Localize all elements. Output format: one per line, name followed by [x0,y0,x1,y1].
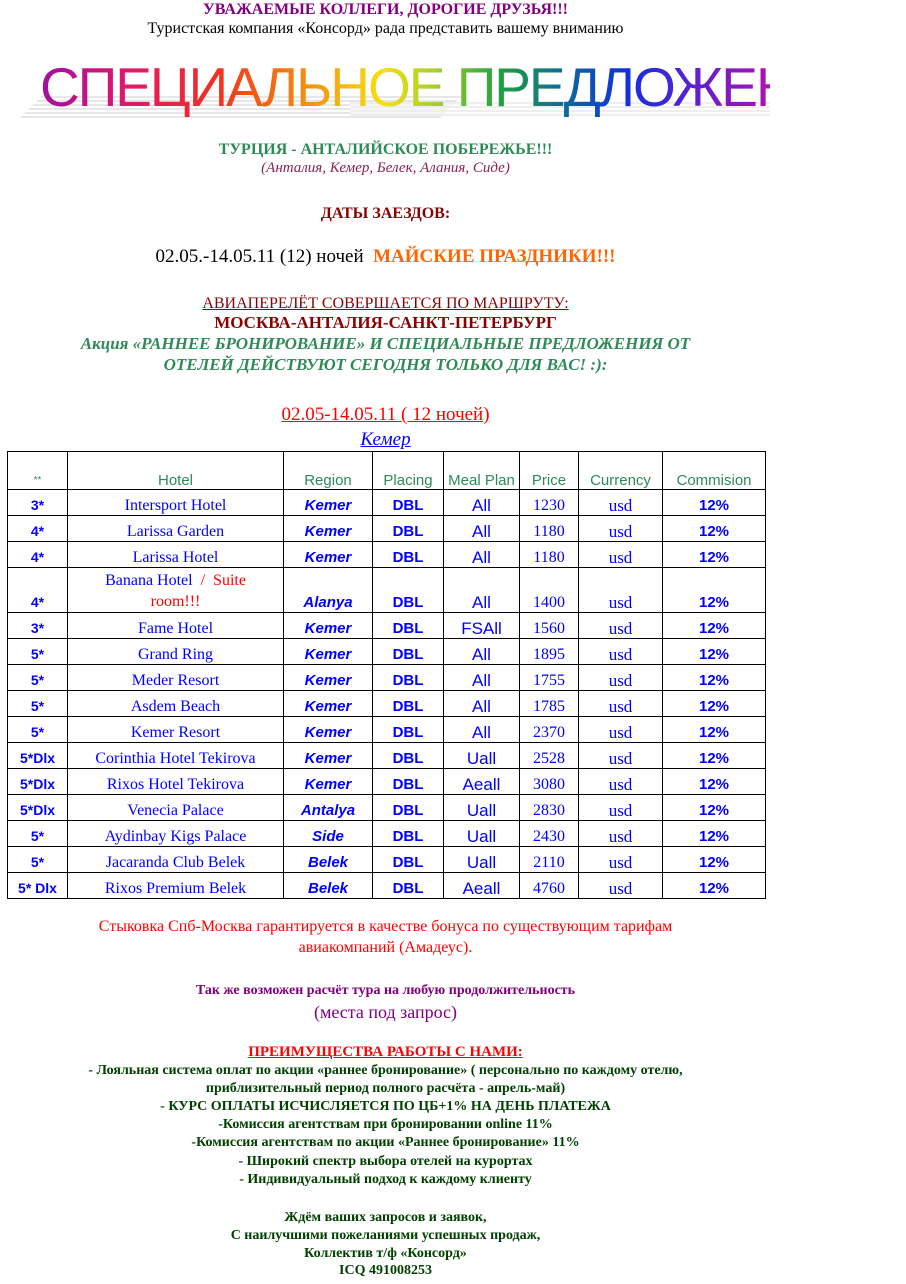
currency-cell: usd [579,717,663,743]
hotel-name-cell: Aydinbay Kigs Palace [68,821,284,847]
hotel-name-cell: Kemer Resort [68,717,284,743]
commission-cell: 12% [663,490,766,516]
hotel-name: Banana Hotel [105,572,193,589]
price-cell: 3080 [520,769,579,795]
table-row [8,639,766,665]
meal-plan-cell: All [444,542,520,568]
region-cell: Belek [284,847,373,873]
commission-cell: 12% [663,568,766,613]
placing-cell: DBL [373,516,444,542]
placing-cell: DBL [373,613,444,639]
price-cell: 2370 [520,717,579,743]
hotel-name-cell: Fame Hotel [68,613,284,639]
category-cell: 5* Dlx [8,873,68,899]
commission-cell: 12% [663,542,766,568]
region-cell: Side [284,821,373,847]
table-row [8,795,766,821]
currency-cell: usd [579,665,663,691]
table-row [8,568,766,613]
meal-plan-cell: Uall [444,847,520,873]
hotel-separator: / [200,572,206,589]
meal-plan-cell: All [444,665,520,691]
signature-line: Коллектив т/ф «Консорд» [304,1246,467,1261]
table-row [8,769,766,795]
commission-cell: 12% [663,873,766,899]
calc-note: Так же возможен расчёт тура на любую продолжительность [195,983,576,998]
meal-plan-cell: Aeall [444,873,520,899]
region-cell: Belek [284,873,373,899]
meal-plan-cell: All [444,639,520,665]
table-row [8,847,766,873]
region-link-kemer[interactable]: Кемер [360,429,411,450]
placing-cell: DBL [373,795,444,821]
connection-note-line-1: Стыковка Спб-Москва гарантируется в качестве бонуса по существующим тарифам [98,918,673,935]
placing-cell: DBL [373,873,444,899]
resorts-list: (Анталия, Кемер, Белек, Алания, Сиде) [261,160,510,176]
commission-cell: 12% [663,847,766,873]
hotel-name-cell: Meder Resort [68,665,284,691]
currency-cell: usd [579,847,663,873]
commission-cell: 12% [663,639,766,665]
currency-cell: usd [579,542,663,568]
signature-line: Ждём ваших запросов и заявок, [284,1210,487,1225]
hotel-name-cell: Rixos Premium Belek [68,873,284,899]
price-cell: 1755 [520,665,579,691]
commission-cell: 12% [663,717,766,743]
table-row [8,717,766,743]
category-cell: 5*Dlx [8,743,68,769]
hotel-name-cell: Rixos Hotel Tekirova [68,769,284,795]
table-row [8,542,766,568]
price-cell: 2528 [520,743,579,769]
currency-cell: usd [579,613,663,639]
meal-plan-cell: Uall [444,795,520,821]
placing-cell: DBL [373,639,444,665]
table-row [8,665,766,691]
price-cell: 4760 [520,873,579,899]
header-currency: Currency [579,452,663,490]
table-row [8,691,766,717]
advantage-item: - Индивидуальный подход к каждому клиенту [239,1172,532,1187]
header-category: ** [8,452,68,490]
category-cell: 5* [8,821,68,847]
currency-cell: usd [579,516,663,542]
contact-icq: ICQ 491008253 [339,1263,432,1278]
region-cell: Kemer [284,769,373,795]
special-offer-wordart [20,56,906,124]
currency-cell: usd [579,821,663,847]
category-cell: 4* [8,542,68,568]
on-request-note: (места под запрос) [313,1002,458,1022]
commission-cell: 12% [663,665,766,691]
commission-cell: 12% [663,769,766,795]
advantages-title: ПРЕИМУЩЕСТВА РАБОТЫ С НАМИ: [248,1044,523,1060]
route-path: МОСКВА-АНТАЛИЯ-САНКТ-ПЕТЕРБУРГ [214,313,557,332]
placing-cell: DBL [373,665,444,691]
placing-cell: DBL [373,490,444,516]
table-row [8,490,766,516]
price-cell: 1560 [520,613,579,639]
region-cell: Kemer [284,665,373,691]
signature-line: С наилучшими пожеланиями успешных продаж, [230,1228,541,1243]
promo-line-2: ОТЕЛЕЙ ДЕЙСТВУЮТ СЕГОДНЯ ТОЛЬКО ДЛЯ ВАС! :): [163,355,608,374]
region-cell: Kemer [284,542,373,568]
currency-cell: usd [579,743,663,769]
price-cell: 1180 [520,516,579,542]
holiday-highlight: МАЙСКИЕ ПРАЗДНИКИ!!! [373,246,616,267]
table-row [8,873,766,899]
header-region: Region [284,452,373,490]
meal-plan-cell: Aeall [444,769,520,795]
advantage-item: - Широкий спектр выбора отелей на курортах [238,1154,533,1169]
region-cell: Kemer [284,691,373,717]
table-header-row [8,452,766,490]
table-row [8,613,766,639]
category-cell: 5* [8,691,68,717]
category-cell: 5* [8,665,68,691]
header-price: Price [520,452,579,490]
destination-title: ТУРЦИЯ - АНТАЛИЙСКОЕ ПОБЕРЕЖЬЕ!!! [218,141,553,158]
advantage-item: - КУРС ОПЛАТЫ ИСЧИСЛЯЕТСЯ ПО ЦБ+1% НА ДЕНЬ ПЛАТЕЖА [160,1099,611,1114]
category-cell: 5*Dlx [8,769,68,795]
currency-cell: usd [579,691,663,717]
route-title: АВИАПЕРЕЛЁТ СОВЕРШАЕТСЯ ПО МАРШРУТУ: [202,295,569,312]
offer-period: 02.05-14.05.11 ( 12 ночей) [281,404,490,425]
advantage-item: -Комиссия агентствам при бронировании online 11% [218,1117,553,1132]
wordart-text: СПЕЦИАЛЬНОЕ ПРЕДЛОЖЕНИЕ!!! [40,56,906,118]
table-row [8,516,766,542]
placing-cell: DBL [373,691,444,717]
price-cell: 1400 [520,568,579,613]
category-cell: 4* [8,568,68,613]
placing-cell: DBL [373,847,444,873]
table-row [8,743,766,769]
price-cell: 2110 [520,847,579,873]
advantage-item: приблизительный период полного расчёта - апрель-май) [205,1081,566,1096]
hotel-name-cell: Intersport Hotel [68,490,284,516]
price-cell: 1180 [520,542,579,568]
promo-line-1: Акция «РАННЕЕ БРОНИРОВАНИЕ» И СПЕЦИАЛЬНЫЕ ПРЕДЛОЖЕНИЯ ОТ [80,334,691,353]
meal-plan-cell: All [444,691,520,717]
region-cell: Kemer [284,717,373,743]
commission-cell: 12% [663,821,766,847]
hotel-name-cell: Corinthia Hotel Tekirova [68,743,284,769]
table-row [8,821,766,847]
currency-cell: usd [579,795,663,821]
category-cell: 5*Dlx [8,795,68,821]
price-cell: 1230 [520,490,579,516]
region-cell: Antalya [284,795,373,821]
region-cell: Kemer [284,516,373,542]
region-cell: Kemer [284,743,373,769]
currency-cell: usd [579,769,663,795]
hotel-name-cell [68,568,284,613]
greeting-heading: УВАЖАЕМЫЕ КОЛЛЕГИ, ДОРОГИЕ ДРУЗЬЯ!!! [203,1,568,18]
currency-cell: usd [579,639,663,665]
currency-cell: usd [579,490,663,516]
region-cell: Kemer [284,490,373,516]
category-cell: 5* [8,639,68,665]
category-cell: 4* [8,516,68,542]
meal-plan-cell: Uall [444,743,520,769]
hotel-suite-note: Suite room!!! [150,572,246,610]
commission-cell: 12% [663,795,766,821]
placing-cell: DBL [373,821,444,847]
commission-cell: 12% [663,613,766,639]
price-cell: 1785 [520,691,579,717]
category-cell: 3* [8,613,68,639]
placing-cell: DBL [373,542,444,568]
commission-cell: 12% [663,691,766,717]
category-cell: 5* [8,717,68,743]
header-hotel: Hotel [68,452,284,490]
price-cell: 1895 [520,639,579,665]
hotel-name-cell: Larissa Hotel [68,542,284,568]
hotel-name-cell: Asdem Beach [68,691,284,717]
meal-plan-cell: All [444,516,520,542]
placing-cell: DBL [373,717,444,743]
category-cell: 5* [8,847,68,873]
placing-cell: DBL [373,568,444,613]
hotel-price-table [7,451,766,899]
placing-cell: DBL [373,769,444,795]
commission-cell: 12% [663,516,766,542]
header-commission: Commision [663,452,766,490]
header-meal-plan: Meal Plan [444,452,520,490]
dates-range: 02.05.-14.05.11 (12) ночей [155,246,364,267]
region-cell: Kemer [284,613,373,639]
advantage-item: - Лояльная система оплат по акции «раннее бронирование» ( персонально по каждому отелю, [88,1063,683,1078]
intro-text: Туристская компания «Консорд» рада представить вашему вниманию [147,20,624,37]
dates-title: ДАТЫ ЗАЕЗДОВ: [320,205,451,222]
hotel-name-cell: Venecia Palace [68,795,284,821]
currency-cell: usd [579,568,663,613]
price-cell: 2830 [520,795,579,821]
commission-cell: 12% [663,743,766,769]
hotel-name-cell: Larissa Garden [68,516,284,542]
meal-plan-cell: All [444,490,520,516]
advantage-item: -Комиссия агентствам по акции «Раннее бронирование» 11% [191,1135,580,1150]
currency-cell: usd [579,873,663,899]
dates-line [0,246,771,268]
category-cell: 3* [8,490,68,516]
price-cell: 2430 [520,821,579,847]
meal-plan-cell: Uall [444,821,520,847]
region-cell: Kemer [284,639,373,665]
meal-plan-cell: All [444,568,520,613]
hotel-name-cell: Jacaranda Club Belek [68,847,284,873]
header-placing: Placing [373,452,444,490]
meal-plan-cell: All [444,717,520,743]
region-cell: Alanya [284,568,373,613]
connection-note-line-2: авиакомпаний (Амадеус). [298,939,473,956]
placing-cell: DBL [373,743,444,769]
hotel-name-cell: Grand Ring [68,639,284,665]
meal-plan-cell: FSAll [444,613,520,639]
